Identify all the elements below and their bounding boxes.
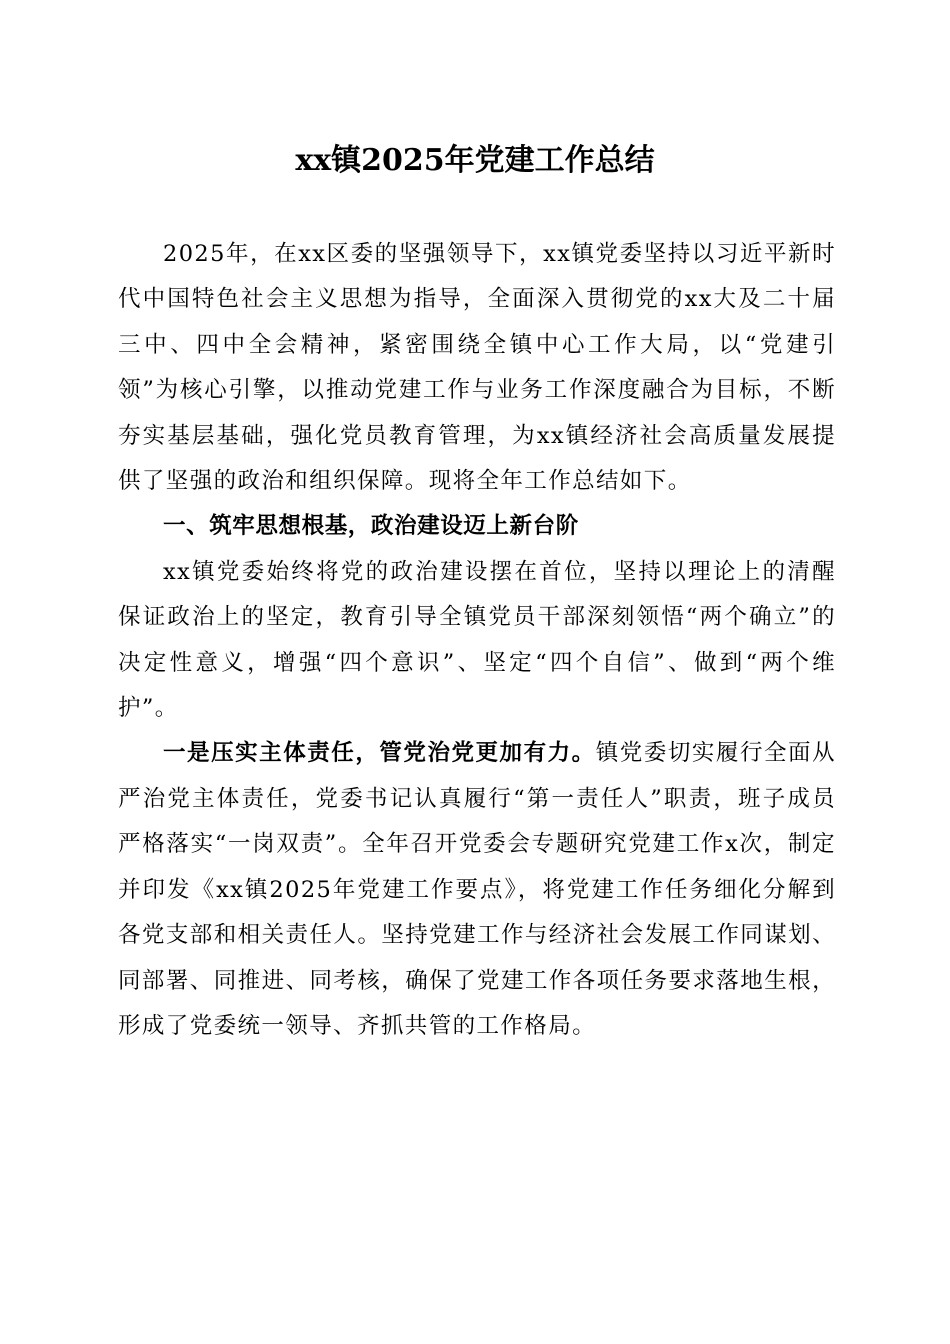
section-paragraph: xx镇党委始终将党的政治建设摆在首位，坚持以理论上的清醒保证政治上的坚定，教育引导全镇党员干部深刻领悟“两个确立”的决定性意义，增强“四个意识”、坚定“四个自信”、做到“两个维护”。 xyxy=(118,558,836,722)
document-title: xx镇2025年党建工作总结 xyxy=(295,143,655,178)
section-heading: 一、筑牢思想根基，政治建设迈上新台阶 xyxy=(163,513,579,540)
point-lead-text: 一是压实主体责任，管党治党更加有力。 xyxy=(163,740,596,767)
point-paragraph xyxy=(118,731,836,1049)
point-body-text: 镇党委切实履行全面从严治党主体责任，党委书记认真履行“第一责任人”职责，班子成员严格落实“一岗双责”。全年召开党委会专题研究党建工作x次，制定并印发《xx镇2025年党建工作要点》，将党建工作任务细化分解到各党支部和相关责任人。坚持党建工作与经济社会发展工作同谋划、同部署、同推进、同考核，确保了党建工作各项任务要求落地生根，形成了党委统一领导、齐抓共管的工作格局。 xyxy=(118,740,836,1039)
intro-paragraph: 2025年，在xx区委的坚强领导下，xx镇党委坚持以习近平新时代中国特色社会主义思想为指导，全面深入贯彻党的xx大及二十届三中、四中全会精神，紧密围绕全镇中心工作大局，以“党建引领”为核心引擎，以推动党建工作与业务工作深度融合为目标，不断夯实基层基础，强化党员教育管理，为xx镇经济社会高质量发展提供了坚强的政治和组织保障。现将全年工作总结如下。 xyxy=(118,241,836,495)
document-body xyxy=(118,232,836,1049)
